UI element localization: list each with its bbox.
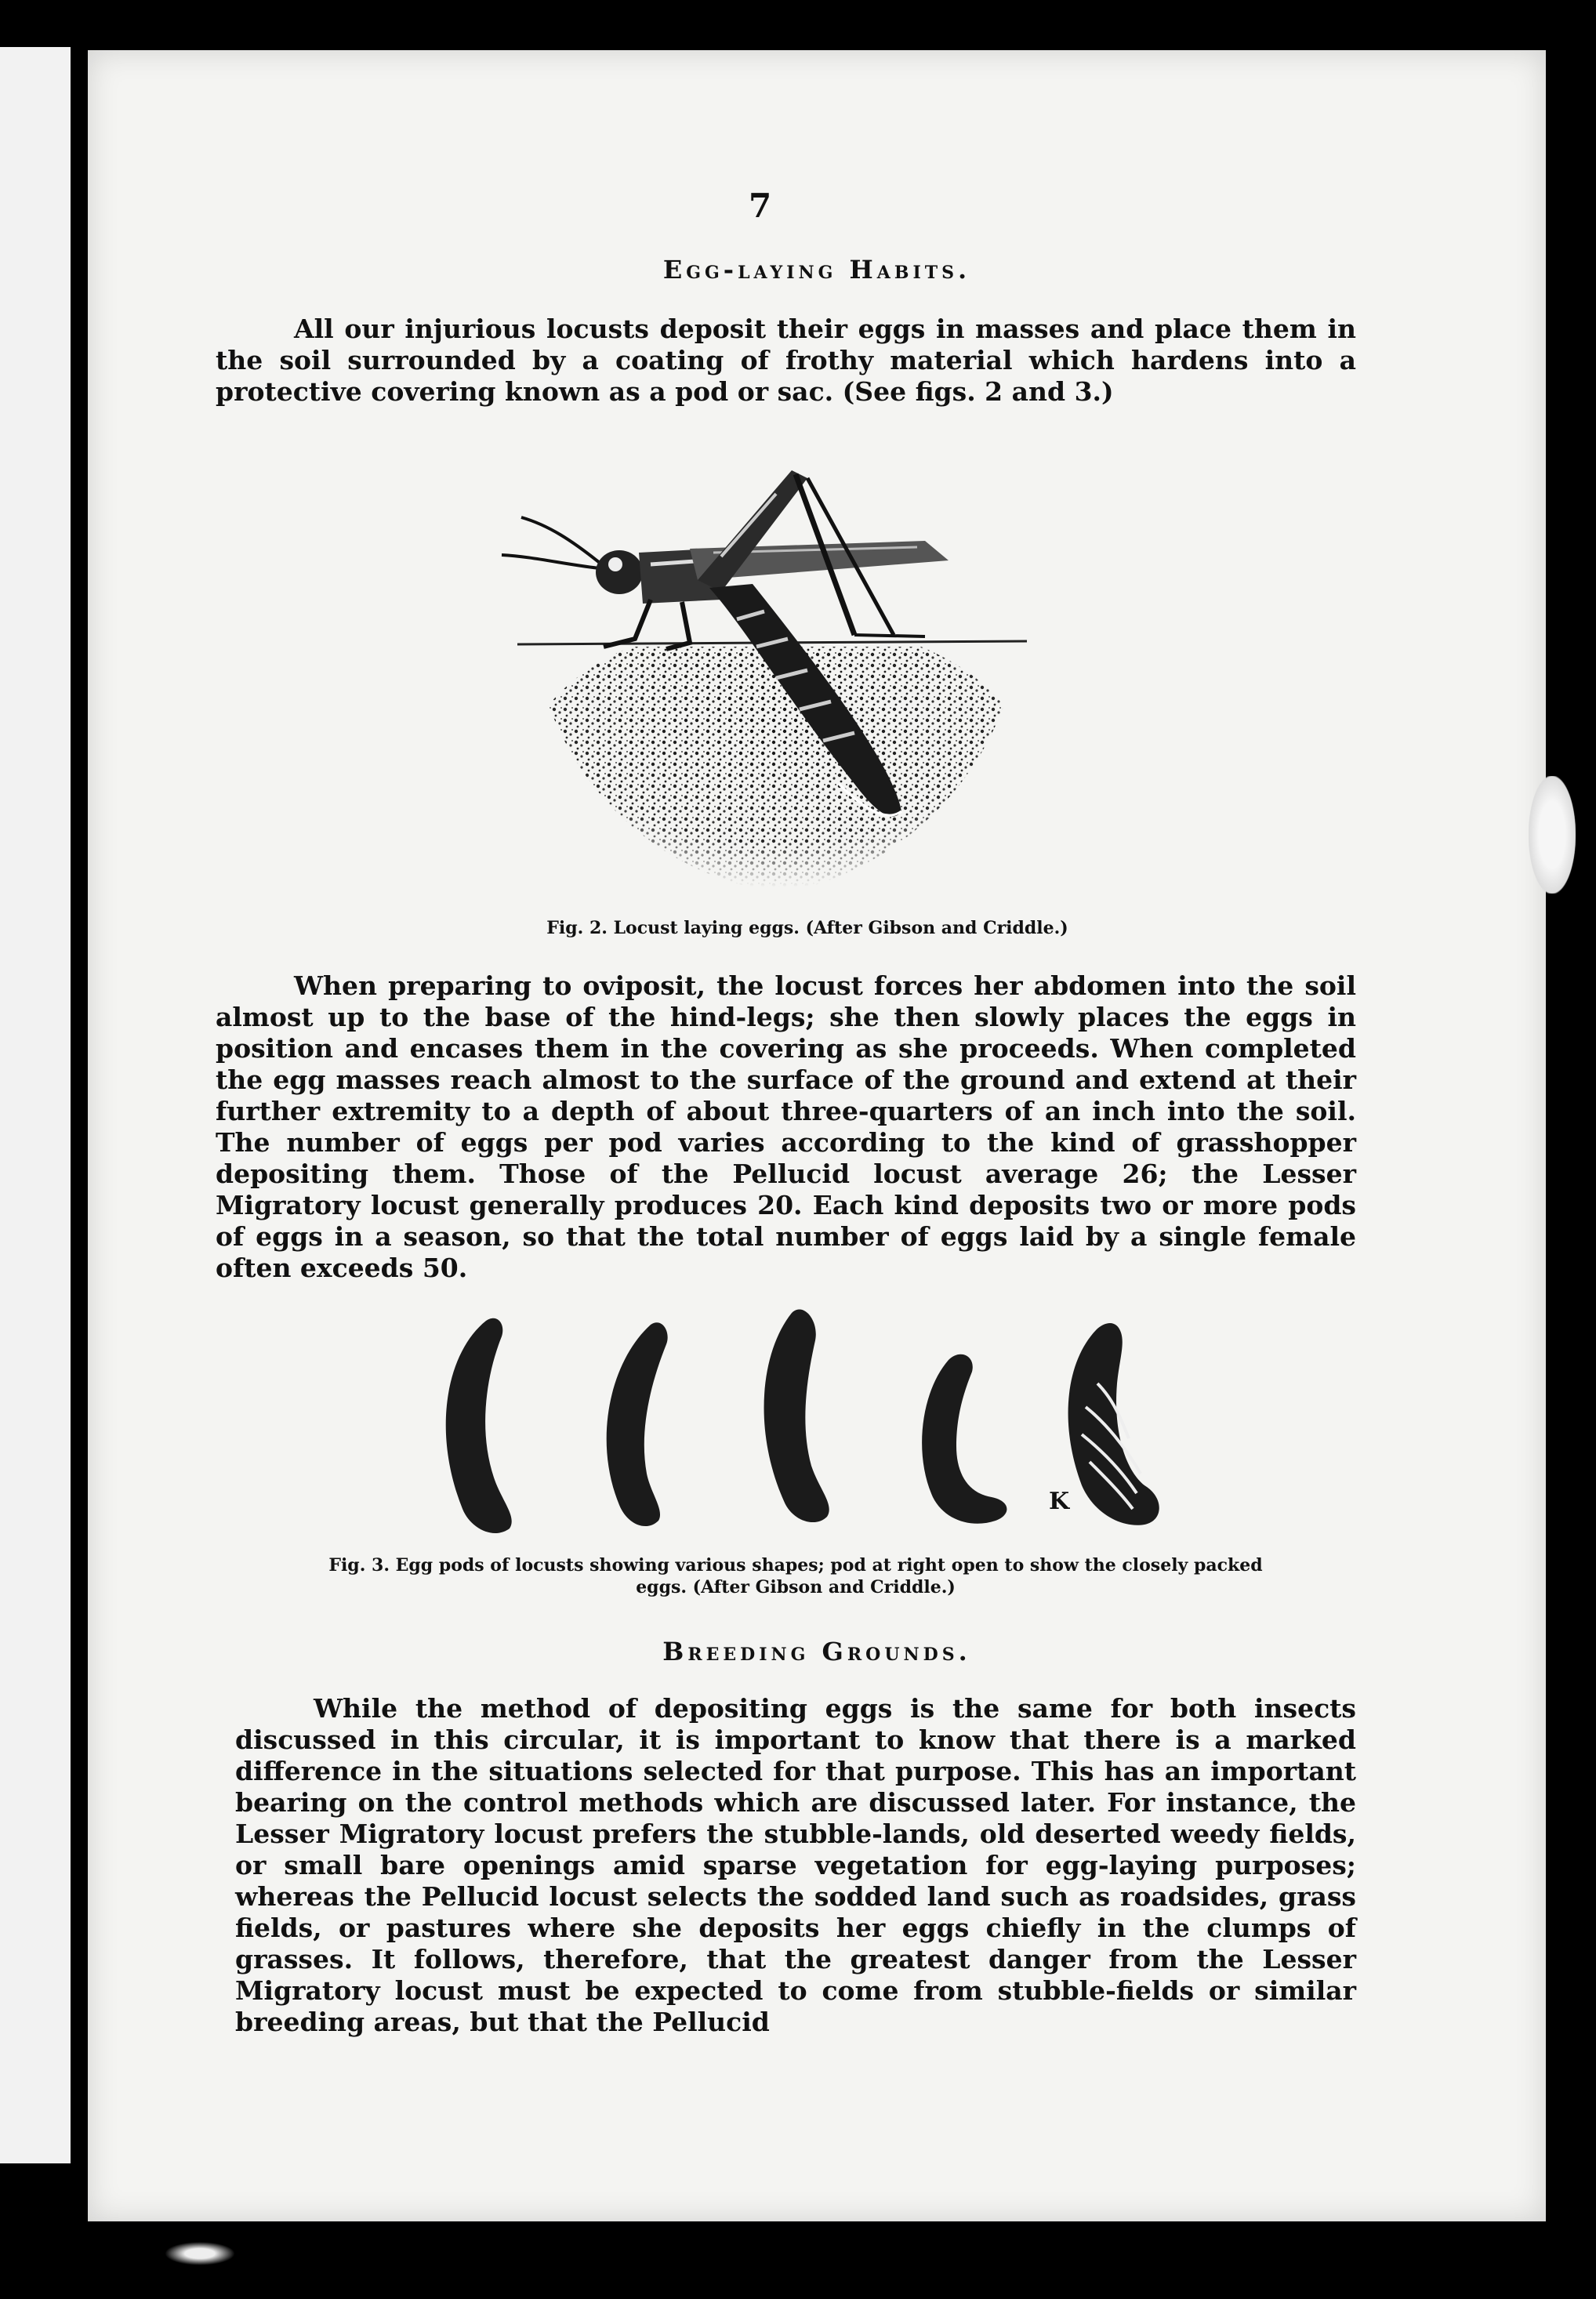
section-heading-breeding-grounds: Breeding Grounds. (662, 1637, 971, 1666)
paragraph-egg-laying-intro: All our injurious locusts deposit their eggs in masses and place them in the soil surrounded by a coating of frothy material which hardens into a protective covering known as a pod or sac. (See figs. 2 and 3.) (216, 314, 1356, 407)
section-heading-egg-laying: Egg-laying Habits. (662, 255, 971, 285)
figure-3-caption: Fig. 3. Egg pods of locusts showing various shapes; pod at right open to show the closely packed eggs. (After Gibson and Criddle.) (328, 1555, 1263, 1597)
figure-egg-pods (415, 1305, 1184, 1548)
egg-pod-open (1068, 1323, 1159, 1525)
page-number: 7 (749, 187, 772, 225)
paragraph-breeding-grounds: While the method of depositing eggs is the same for both insects discussed in this circular, it is important to know that there is a marked difference in the situations selected for that purpose. This has an important bearing on the control methods which are discussed later. For instance, the Lesser Migratory locust prefers the stubble-lands, old deserted weedy fields, or small bare openings amid sparse vegetation for egg-laying purposes; whereas the Pellucid locust selects the sodded land such as roadsides, grass fields, or pastures where she deposits her eggs chiefly in the clumps of grasses. It follows, therefore, that the greatest danger from the Lesser Migratory locust must be expected to come from stubble-fields or similar breeding areas, but that the Pellucid (235, 1693, 1356, 2037)
egg-pod-2 (607, 1322, 668, 1526)
scan-smudge (165, 2242, 235, 2265)
figure-3-label-glyph: K (1049, 1488, 1070, 1515)
figure-2-caption: Fig. 2. Locust laying eggs. (After Gibson and Criddle.) (546, 918, 1068, 938)
facing-page-edge (0, 47, 71, 2163)
paragraph-oviposit: When preparing to oviposit, the locust forces her abdomen into the soil almost up to the base of the hind-legs; she then slowly places the eggs in position and encases them in the covering as she proceeds. When completed the egg masses reach almost to the surface of the ground and extend at their further extremity to a depth of about three-quarters of an inch into the soil. The number of eggs per pod varies according to the kind of grasshopper depositing them. Those of the Pellucid locust average 26; the Lesser Migratory locust generally produces 20. Each kind deposits two or more pods of eggs in a season, so that the total number of eggs laid by a single female often exceeds 50. (216, 970, 1356, 1283)
egg-pod-4 (922, 1354, 1007, 1524)
egg-pod-1 (446, 1318, 512, 1533)
figure-locust-laying-eggs (486, 455, 1035, 894)
egg-pod-3 (764, 1309, 829, 1522)
paper-fragment (1529, 776, 1576, 894)
